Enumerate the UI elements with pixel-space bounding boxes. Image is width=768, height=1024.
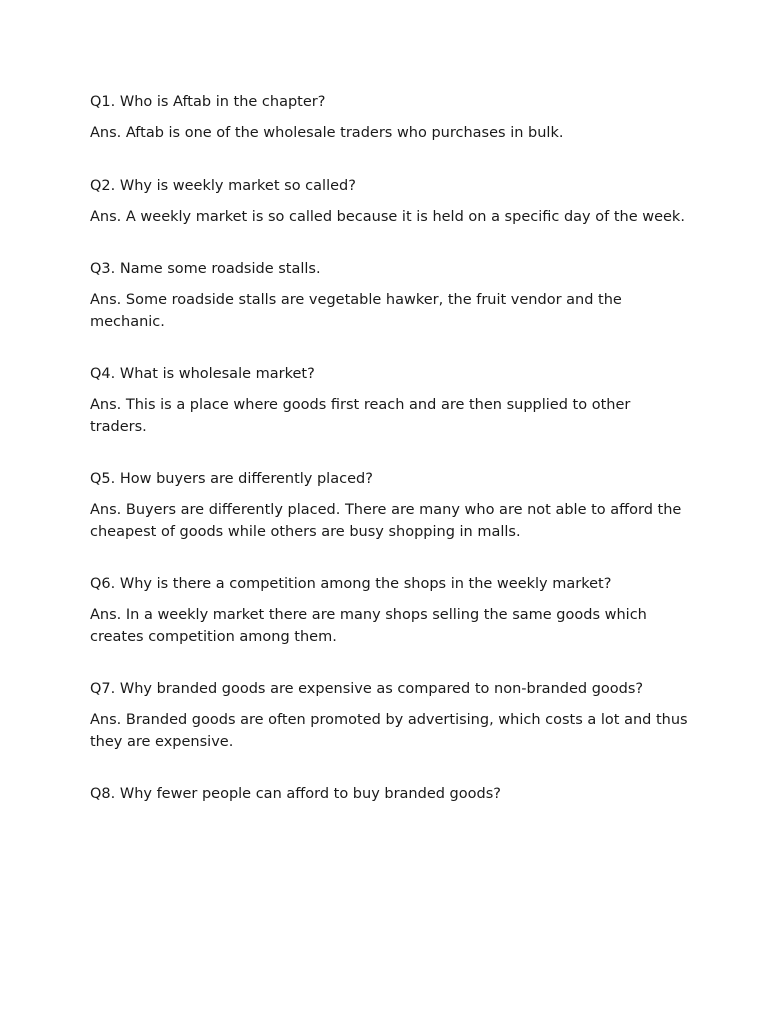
answer-text: Ans. Buyers are differently placed. There are many who are not able to afford the cheapest of goods while others are busy shopping in malls. <box>90 502 682 540</box>
question-text: Q4. What is wholesale market? <box>90 366 315 382</box>
document-page <box>90 92 690 805</box>
qa-item-1 <box>90 92 690 145</box>
answer-text: Ans. In a weekly market there are many shops selling the same goods which creates competition among them. <box>90 607 647 645</box>
answer-text: Ans. Branded goods are often promoted by advertising, which costs a lot and thus they are expensive. <box>90 712 688 750</box>
answer-text: Ans. Aftab is one of the wholesale traders who purchases in bulk. <box>90 125 564 141</box>
question-text: Q6. Why is there a competition among the shops in the weekly market? <box>90 576 612 592</box>
qa-item-4 <box>90 364 690 438</box>
question-text: Q8. Why fewer people can afford to buy branded goods? <box>90 786 501 802</box>
qa-item-8 <box>90 784 690 805</box>
qa-item-5 <box>90 469 690 543</box>
question-text: Q5. How buyers are differently placed? <box>90 471 373 487</box>
qa-item-7 <box>90 679 690 753</box>
question-text: Q3. Name some roadside stalls. <box>90 261 321 277</box>
answer-text: Ans. A weekly market is so called because it is held on a specific day of the week. <box>90 208 685 225</box>
qa-item-2 <box>90 176 690 229</box>
qa-item-3 <box>90 259 690 333</box>
question-text: Q1. Who is Aftab in the chapter? <box>90 94 326 110</box>
question-text: Q2. Why is weekly market so called? <box>90 177 356 194</box>
qa-item-6 <box>90 574 690 648</box>
answer-text: Ans. Some roadside stalls are vegetable hawker, the fruit vendor and the mechanic. <box>90 292 622 330</box>
question-text: Q7. Why branded goods are expensive as compared to non-branded goods? <box>90 681 644 697</box>
answer-text: Ans. This is a place where goods first reach and are then supplied to other traders. <box>90 397 631 435</box>
